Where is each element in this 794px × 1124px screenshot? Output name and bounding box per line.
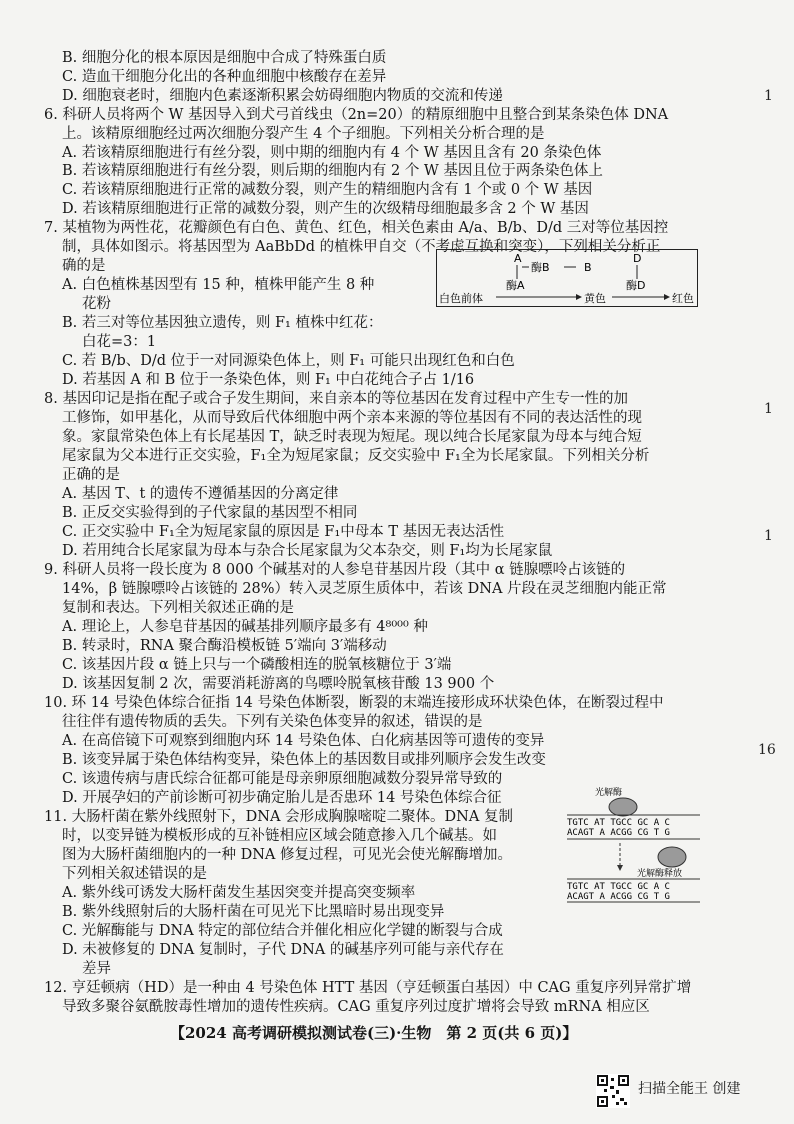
q8-stem-3: 象。家鼠常染色体上有长尾基因 T，缺乏时表现为短尾。现以纯合长尾家鼠为母本与纯合短 [62,429,642,445]
margin-mark: 1 [764,401,773,417]
q5-option-b: B. 细胞分化的根本原因是细胞中合成了特殊蛋白质 [62,50,387,66]
scanner-stamp: 扫描全能王 创建 [638,1081,741,1097]
q7-option-c: C. 若 B/b、D/d 位于一对同源染色体上，则 F₁ 可能只出现红色和白色 [62,353,515,369]
q7-option-b-cont: 白花=3：1 [82,334,157,350]
q6-stem-2: 上。该精原细胞经过两次细胞分裂产生 4 个子细胞。下列相关分析合理的是 [62,126,545,142]
q5-option-c: C. 造血干细胞分化出的各种血细胞中核酸存在差异 [62,69,387,85]
gene-a-label: A [514,252,522,265]
enzyme-b-label: 酶B [531,261,550,274]
enzyme-shape [609,798,637,816]
yellow-label: 黄色 [584,292,606,305]
strand-top-2: TGTC AT TGCC GC A C [567,882,670,892]
q10-stem-2: 往往伴有遗传物质的丢失。下列有关染色体变异的叙述，错误的是 [62,714,483,730]
q7-option-a: A. 白色植株基因型有 15 种，植株甲能产生 8 种 [62,277,375,293]
q8-stem-5: 正确的是 [62,467,120,483]
photolyase-label: 光解酶 [595,788,623,798]
strand-bottom-1: ACAGT A ACGG CG T G [567,828,670,838]
q11-stem-3: 图为大肠杆菌细胞内的一种 DNA 修复过程，可见光会使光解酶增加。 [62,847,513,863]
precursor-label: 白色前体 [439,292,483,305]
enzyme-d-label: 酶D [626,279,646,292]
q5-option-d: D. 细胞衰老时，细胞内色素逐渐积累会妨碍细胞内物质的交流和传递 [62,88,503,104]
red-label: 红色 [672,292,694,305]
page-footer: 【2024 高考调研模拟测试卷(三)·生物 第 2 页(共 6 页)】 [170,1024,578,1042]
q8-option-c: C. 正交实验中 F₁全为短尾家鼠的原因是 F₁中母本 T 基因无表达活性 [62,524,505,540]
q6-option-b: B. 若该精原细胞进行有丝分裂，则后期的细胞内有 2 个 W 基因且位于两条染色体上 [62,163,603,179]
margin-mark: 1 [764,528,773,544]
released-enzyme-shape [658,847,686,867]
q10-option-b: B. 该变异属于染色体结构变异，染色体上的基因数目或排列顺序会发生改变 [62,752,546,768]
q11-option-d: D. 未被修复的 DNA 复制时，子代 DNA 的碱基序列可能与亲代存在 [62,942,504,958]
q7-stem-2: 制，具体如图示。将基因型为 AaBbDd 的植株甲自交（不考虑互换和突变），下列相关分析正 [62,239,661,255]
qr-code-icon [596,1074,630,1108]
q11-option-b: B. 紫外线照射后的大肠杆菌在可见光下比黑暗时易出现变异 [62,904,445,920]
q11-option-d-cont: 差异 [82,961,111,977]
q8-stem-1: 8. 基因印记是指在配子或合子发生期间，来自亲本的等位基因在发育过程中产生专一性的加 [44,391,628,407]
q8-stem-4: 尾家鼠为父本进行正交实验，F₁全为短尾家鼠；反交实验中 F₁全为长尾家鼠。下列相关分析 [62,448,650,464]
q10-option-d: D. 开展孕妇的产前诊断可初步确定胎儿是否患环 14 号染色体综合征 [62,790,502,806]
q9-stem-3: 复制和表达。下列相关叙述正确的是 [62,600,294,616]
q7-option-d: D. 若基因 A 和 B 位于一条染色体，则 F₁ 中白花纯合子占 1/16 [62,372,475,388]
q7-stem-3: 确的是 [62,258,106,274]
q7-stem-1: 7. 某植物为两性花，花瓣颜色有白色、黄色、红色，相关色素由 A/a、B/b、D/d 三对等位基因控 [44,220,669,236]
margin-mark: 16 [758,742,776,758]
q12-stem-2: 导致多聚谷氨酰胺毒性增加的遗传性疾病。CAG 重复序列过度扩增将会导致 mRNA 相应区 [62,999,650,1015]
q11-stem-4: 下列相关叙述错误的是 [62,866,207,882]
dna-repair-figure [565,785,705,903]
margin-mark: 1 [764,88,773,104]
q10-option-c: C. 该遗传病与唐氏综合征都可能是母亲卵原细胞减数分裂异常导致的 [62,771,503,787]
q9-option-c: C. 该基因片段 α 链上只与一个磷酸相连的脱氧核糖位于 3′端 [62,657,452,673]
q10-option-a: A. 在高倍镜下可观察到细胞内环 14 号染色体、白化病基因等可遗传的变异 [62,733,545,749]
q9-stem-2: 14%，β 链腺嘌呤占该链的 28%）转入灵芝原生质体中，若该 DNA 片段在灵芝细胞内能正常 [62,581,667,597]
q9-stem-1: 9. 科研人员将一段长度为 8 000 个碱基对的人参皂苷基因片段（其中 α 链腺嘌呤占该链的 [44,562,626,578]
q9-option-b: B. 转录时，RNA 聚合酶沿模板链 5′端向 3′端移动 [62,638,387,654]
strand-top-1: TGTC AT TGCC GC A C [567,818,670,828]
gene-d-label: D [633,252,642,265]
q8-option-d: D. 若用纯合长尾家鼠为母本与杂合长尾家鼠为父本杂交，则 F₁均为长尾家鼠 [62,543,553,559]
q8-stem-2: 工修饰，如甲基化，从而导致后代体细胞中两个亲本来源的等位基因有不同的表达活性的现 [62,410,642,426]
q10-stem-1: 10. 环 14 号染色体综合征指 14 号染色体断裂，断裂的末端连接形成环状染色体，在断裂过程中 [44,695,664,711]
q6-option-c: C. 若该精原细胞进行正常的减数分裂，则产生的精细胞内含有 1 个或 0 个 W 基因 [62,182,593,198]
q6-option-a: A. 若该精原细胞进行有丝分裂，则中期的细胞内有 4 个 W 基因且含有 20 条染色体 [62,145,602,161]
q9-option-a: A. 理论上，人参皂苷基因的碱基排列顺序最多有 4⁸⁰⁰⁰ 种 [62,619,428,635]
q6-stem-1: 6. 科研人员将两个 W 基因导入到犬弓首线虫（2n=20）的精原细胞中且整合到某条染色体 DNA [44,107,669,123]
q11-option-a: A. 紫外线可诱发大肠杆菌发生基因突变并提高突变频率 [62,885,416,901]
q11-stem-2: 时，以变异链为模板形成的互补链相应区域会随意掺入几个碱基。如 [62,828,497,844]
q12-stem-1: 12. 亨廷顿病（HD）是一种由 4 号染色体 HTT 基因（亨廷顿蛋白基因）中 CAG 重复序列异常扩增 [44,980,692,996]
q11-option-c: C. 光解酶能与 DNA 特定的部位结合并催化相应化学键的断裂与合成 [62,923,503,939]
q8-option-a: A. 基因 T、t 的遗传不遵循基因的分离定律 [62,486,339,502]
q7-option-a-cont: 花粉 [82,296,111,312]
q9-option-d: D. 该基因复制 2 次，需要消耗游离的鸟嘌呤脱氧核苷酸 13 900 个 [62,676,495,692]
strand-bottom-2: ACAGT A ACGG CG T G [567,892,670,902]
release-label: 光解酶释放 [637,869,683,879]
enzyme-a-label: 酶A [506,279,525,292]
q11-stem-1: 11. 大肠杆菌在紫外线照射下，DNA 会形成胸腺嘧啶二聚体。DNA 复制 [44,809,513,825]
pigment-pathway-diagram [436,249,698,307]
q6-option-d: D. 若该精原细胞进行正常的减数分裂，则产生的次级精母细胞最多含 2 个 W 基因 [62,201,589,217]
gene-b-label: B [584,261,592,274]
q8-option-b: B. 正反交实验得到的子代家鼠的基因型不相同 [62,505,358,521]
q7-option-b: B. 若三对等位基因独立遗传，则 F₁ 植株中红花： [62,315,383,331]
